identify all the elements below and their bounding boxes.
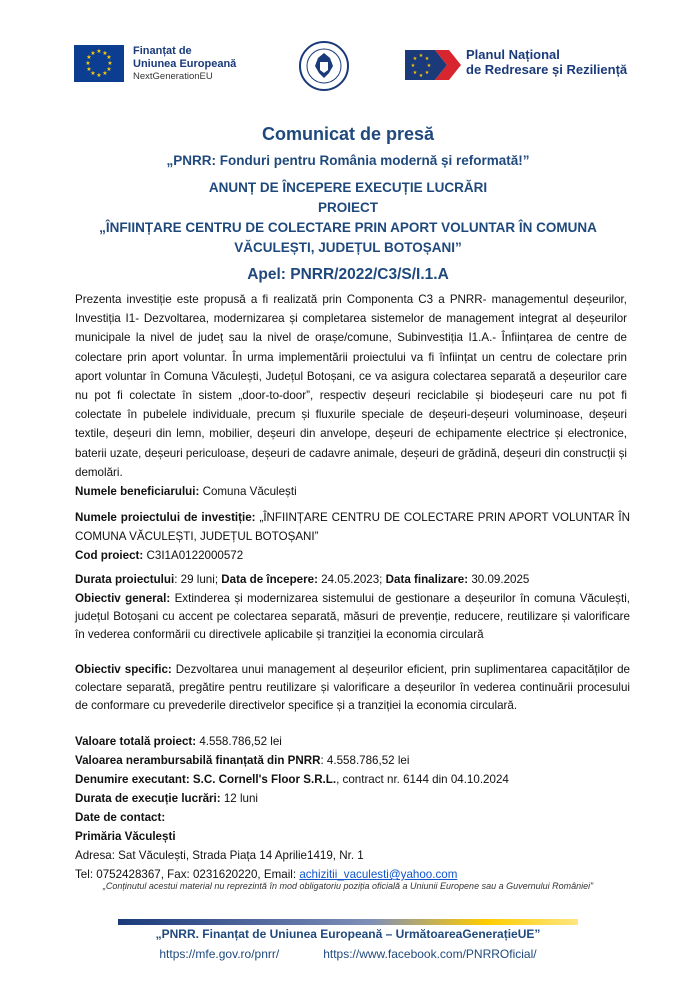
total-value-value: 4.558.786,52 lei: [196, 735, 282, 748]
svg-text:★: ★: [96, 72, 102, 79]
svg-text:★: ★: [426, 63, 432, 69]
project-name-label: Numele proiectului de investiție:: [75, 511, 256, 524]
execution-duration-row: [75, 789, 630, 808]
svg-text:★: ★: [90, 50, 96, 57]
svg-text:★: ★: [106, 54, 112, 61]
svg-text:★: ★: [106, 66, 112, 73]
intro-paragraph: Prezenta investiție este propusă a fi realizată prin Componenta C3 a PNRR- managementul deșeurilor, Investiția I1- Dezvoltarea, modernizarea și completarea sistemelor de management integrat al deșeurilor municipale la nivel de județ sau la nivel de orașe/comune, Subinvestiția I1.A.- Înființarea de centre de colectare prin aport voluntar. În urma implementării proiectului va fi înființat un centru de colectare prin aport voluntar în Comuna Văculești, Județul Botoșani, ce va asigura colectarea separată a deșeurilor care nu pot fi colectate în sistem „door-to-door”, respectiv deșeuri reciclabile și biodeșeuri care nu pot fi colectate în pubelele individuale, precum și fluxurile speciale de deșeuri-deșeuri voluminoase, deșeuri textile, deșeuri din lemn, mobilier, deșeuri din anvelope, deșeuri de echipamente electrice și electronice, baterii uzate, deșeuri periculoase, deșeuri de cadavre animale, deșeuri de grădină, deșeuri din construcții și demolări.: [75, 293, 627, 479]
project-name-line2: VĂCULEȘTI, JUDEȚUL BOTOȘANI”: [234, 240, 462, 255]
svg-text:★: ★: [418, 53, 424, 59]
svg-text:★: ★: [86, 66, 92, 73]
start-date-value: 24.05.2023;: [317, 573, 386, 586]
svg-text:★: ★: [86, 54, 92, 61]
svg-text:★: ★: [410, 63, 416, 69]
grant-value-row: [75, 751, 630, 770]
disclaimer: „Conținutul acestui material nu reprezintă în mod obligatoriu poziția oficială a Uniunii Europene sau a Guvernului României”: [102, 881, 594, 891]
eu-line2: Uniunea Europeană: [133, 58, 237, 71]
execution-duration-label: Durata de execuție lucrări:: [75, 792, 221, 805]
footer-slogan: „PNRR. Finanțat de Uniunea Europeană – UrmătoareaGenerațieUE”: [155, 927, 541, 941]
project-heading: PROIECT: [317, 200, 378, 215]
svg-text:★: ★: [107, 60, 113, 67]
end-date-label: Data finalizare:: [385, 573, 469, 586]
general-objective-row: [75, 590, 630, 644]
svg-text:★: ★: [102, 50, 108, 57]
svg-text:★: ★: [85, 60, 91, 67]
total-value-label: Valoare totală proiect:: [75, 735, 197, 748]
page-title: Comunicat de presă: [261, 124, 435, 144]
svg-text:★: ★: [424, 70, 430, 76]
project-code-value: C3I1A0122000572: [143, 549, 244, 562]
call-code: Apel: PNRR/2022/C3/S/I.1.A: [247, 266, 449, 283]
eu-stars-icon: [74, 45, 124, 82]
execution-duration-value: 12 luni: [220, 792, 259, 805]
start-date-label: Data de începere:: [221, 573, 318, 586]
pnrr-logo: [405, 48, 461, 82]
townhall-row: [75, 827, 630, 846]
project-code-label: Cod proiect:: [75, 549, 144, 562]
pnrr-line1: Planul Național: [466, 47, 560, 62]
contractor-row: [75, 770, 630, 789]
announcement-heading: ANUNȚ DE ÎNCEPERE EXECUȚIE LUCRĂRI: [208, 180, 488, 195]
crest-icon: [298, 40, 350, 92]
phone-text: Tel: 0752428367, Fax: 0231620220, Email:: [75, 868, 300, 881]
subtitle: „PNRR: Fonduri pentru România modernă și reformată!”: [166, 153, 530, 168]
eu-line1: Finanțat de: [133, 45, 192, 57]
contractor-label: Denumire executant: S.C. Cornell's Floor S.R.L.: [75, 773, 337, 786]
project-name-row: [75, 508, 630, 546]
email-link[interactable]: achizitii_vaculesti@yahoo.com: [299, 868, 458, 881]
address-row: Adresa: Sat Văculești, Strada Piața 14 Aprilie1419, Nr. 1: [75, 849, 364, 862]
svg-text:★: ★: [412, 56, 418, 62]
general-objective-label: Obiectiv general:: [75, 592, 171, 605]
project-name-line1: „ÎNFIINȚARE CENTRU DE COLECTARE PRIN APORT VOLUNTAR ÎN COMUNA: [99, 220, 597, 235]
contact-heading: [75, 808, 630, 827]
eu-line3: NextGenerationEU: [133, 71, 213, 83]
eu-funding-text: [133, 45, 236, 83]
general-objective-value: Extinderea și modernizarea sistemului de gestionare a deșeurilor în comuna Văculești, județul Botoșani cu accent pe colectarea separată, măsuri de prevenție, reducere, reutilizare și valorificare în vederea conformării cu directivele aplicabile și tranziției la economia circulară: [75, 592, 630, 641]
facebook-link[interactable]: https://www.facebook.com/PNRROficial/: [323, 947, 537, 961]
svg-text:★: ★: [412, 70, 418, 76]
duration-label: Durata proiectului: [75, 573, 175, 586]
pnrr-arrow-icon: [405, 48, 461, 82]
specific-objective-label: Obiectiv specific:: [75, 663, 172, 676]
government-crest-logo: [298, 40, 350, 92]
specific-objective-value: Dezvoltarea unui management al deșeurilor eficient, prin suplimentarea capacităților de colectare separată, pregătire pentru reutilizare și valorificare a deșeurilor în vederea continuării procesului de conformare cu prevederile directivelor specifice și a tranziției la economia circulară.: [75, 663, 630, 712]
svg-text:★: ★: [424, 56, 430, 62]
duration-value: : 29 luni;: [174, 573, 222, 586]
svg-text:★: ★: [90, 70, 96, 77]
svg-text:★: ★: [102, 70, 108, 77]
project-name-value: „ÎNFIINȚARE CENTRU DE COLECTARE PRIN APORT VOLUNTAR ÎN COMUNA VĂCULEȘTI, JUDEȚUL BOTOȘANI”: [75, 511, 631, 544]
townhall-name: Primăria Văculești: [75, 830, 176, 843]
grant-value-label: Valoarea nerambursabilă finanțată din PNRR: [75, 754, 321, 767]
footer-bar-graphic: [118, 919, 578, 925]
beneficiary-label: Numele beneficiarului:: [75, 485, 200, 498]
duration-row: [75, 570, 630, 589]
eu-flag-logo: [74, 45, 124, 82]
footer-decorative-bar: [118, 912, 578, 918]
beneficiary-value: Comuna Văculești: [199, 485, 297, 498]
beneficiary-row: [75, 482, 630, 501]
project-code-row: [75, 546, 630, 565]
footer-links: [0, 947, 696, 961]
grant-value-value: : 4.558.786,52 lei: [320, 754, 410, 767]
svg-text:★: ★: [418, 73, 424, 79]
pnrr-plan-text: [466, 48, 627, 78]
total-value-row: [75, 732, 630, 751]
specific-objective-row: [75, 661, 630, 715]
contact-label: Date de contact:: [75, 811, 166, 824]
svg-text:★: ★: [96, 48, 102, 55]
end-date-value: 30.09.2025: [468, 573, 530, 586]
pnrr-line2: de Redresare și Reziliență: [466, 61, 628, 77]
mfe-link[interactable]: https://mfe.gov.ro/pnrr/: [159, 947, 280, 961]
contractor-value: , contract nr. 6144 din 04.10.2024: [336, 773, 509, 786]
